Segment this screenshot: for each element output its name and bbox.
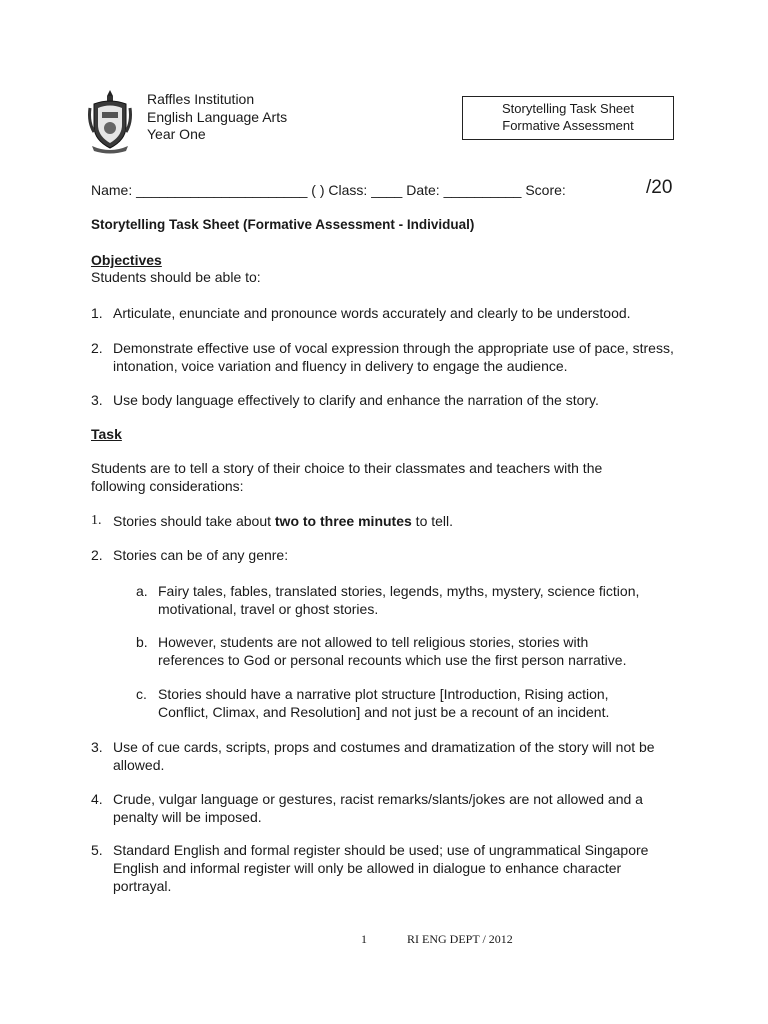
objective-item (91, 304, 691, 322)
school-info (147, 91, 287, 144)
task-item (91, 546, 691, 564)
task-item (91, 512, 691, 530)
task-item (91, 841, 691, 895)
department-name: English Language Arts (147, 108, 288, 125)
title-box-line-2: Formative Assessment (502, 117, 634, 133)
task-text (113, 512, 691, 530)
document-heading: Storytelling Task Sheet (Formative Assessment - Individual) (91, 217, 475, 232)
task-text: Use of cue cards, scripts, props and costumes and dramatization of the story will not be allowed. (113, 739, 655, 773)
task-intro: Students are to tell a story of their choice to their classmates and teachers with the following considerations: (91, 460, 603, 494)
subitem-text: Stories should have a narrative plot structure [Introduction, Rising action, Conflict, Climax, and Resolution] and not just be a recount of an incident. (158, 686, 610, 720)
genre-subitem (136, 582, 686, 618)
title-box (462, 96, 674, 140)
objective-text: Use body language effectively to clarify and enhance the narration of the story. (113, 392, 599, 408)
objective-item (91, 391, 691, 409)
subitem-letter: b. (136, 634, 148, 650)
student-details-line: Name: ______________________ ( ) Class: ____ Date: __________ Score: (91, 182, 566, 198)
task-number: 3. (91, 739, 103, 755)
page-number: 1 (361, 932, 367, 946)
objective-item (91, 339, 691, 375)
year-level: Year One (147, 126, 206, 142)
task-number: 2. (91, 547, 103, 563)
objective-text: Articulate, enunciate and pronounce words accurately and clearly to be understood. (113, 305, 631, 321)
genre-subitem (136, 633, 686, 669)
task-text-start: Stories should take about (113, 513, 275, 529)
task-item (91, 738, 691, 774)
task-number: 4. (91, 791, 103, 807)
school-crest-logo (88, 88, 132, 154)
genre-subitem (136, 685, 686, 721)
task-text: Crude, vulgar language or gestures, racist remarks/slants/jokes are not allowed and a penalty will be imposed. (113, 791, 643, 825)
objective-number: 2. (91, 340, 103, 356)
subitem-letter: a. (136, 583, 148, 599)
objectives-intro: Students should be able to: (91, 269, 261, 285)
objectives-title: Objectives (91, 252, 162, 268)
objective-number: 3. (91, 392, 103, 408)
title-box-line-1: Storytelling Task Sheet (502, 101, 634, 116)
subitem-letter: c. (136, 686, 147, 702)
objective-number: 1. (91, 305, 103, 321)
task-text: Standard English and formal register should be used; use of ungrammatical Singapore English and informal register will only be allowed in dialogue to enhance character portrayal. (113, 842, 649, 894)
subitem-text: However, students are not allowed to tell religious stories, stories with references to God or personal recounts which use the first person narrative. (158, 634, 627, 668)
task-number: 1. (91, 513, 102, 528)
footer-dept: RI ENG DEPT / 2012 (407, 932, 513, 946)
task-text-end: to tell. (411, 513, 454, 529)
school-name: Raffles Institution (147, 91, 255, 107)
task-text-emphasis: two to three minutes (274, 513, 412, 529)
task-number: 5. (91, 842, 103, 858)
objective-text: Demonstrate effective use of vocal expression through the appropriate use of pace, stress, intonation, voice variation and fluency in delivery to engage the audience. (113, 340, 674, 374)
score-total: /20 (646, 177, 673, 198)
task-title: Task (91, 426, 122, 442)
task-text: Stories can be of any genre: (113, 547, 289, 563)
task-item (91, 790, 691, 826)
subitem-text: Fairy tales, fables, translated stories, legends, myths, mystery, science fiction, motivational, travel or ghost stories. (158, 583, 640, 617)
